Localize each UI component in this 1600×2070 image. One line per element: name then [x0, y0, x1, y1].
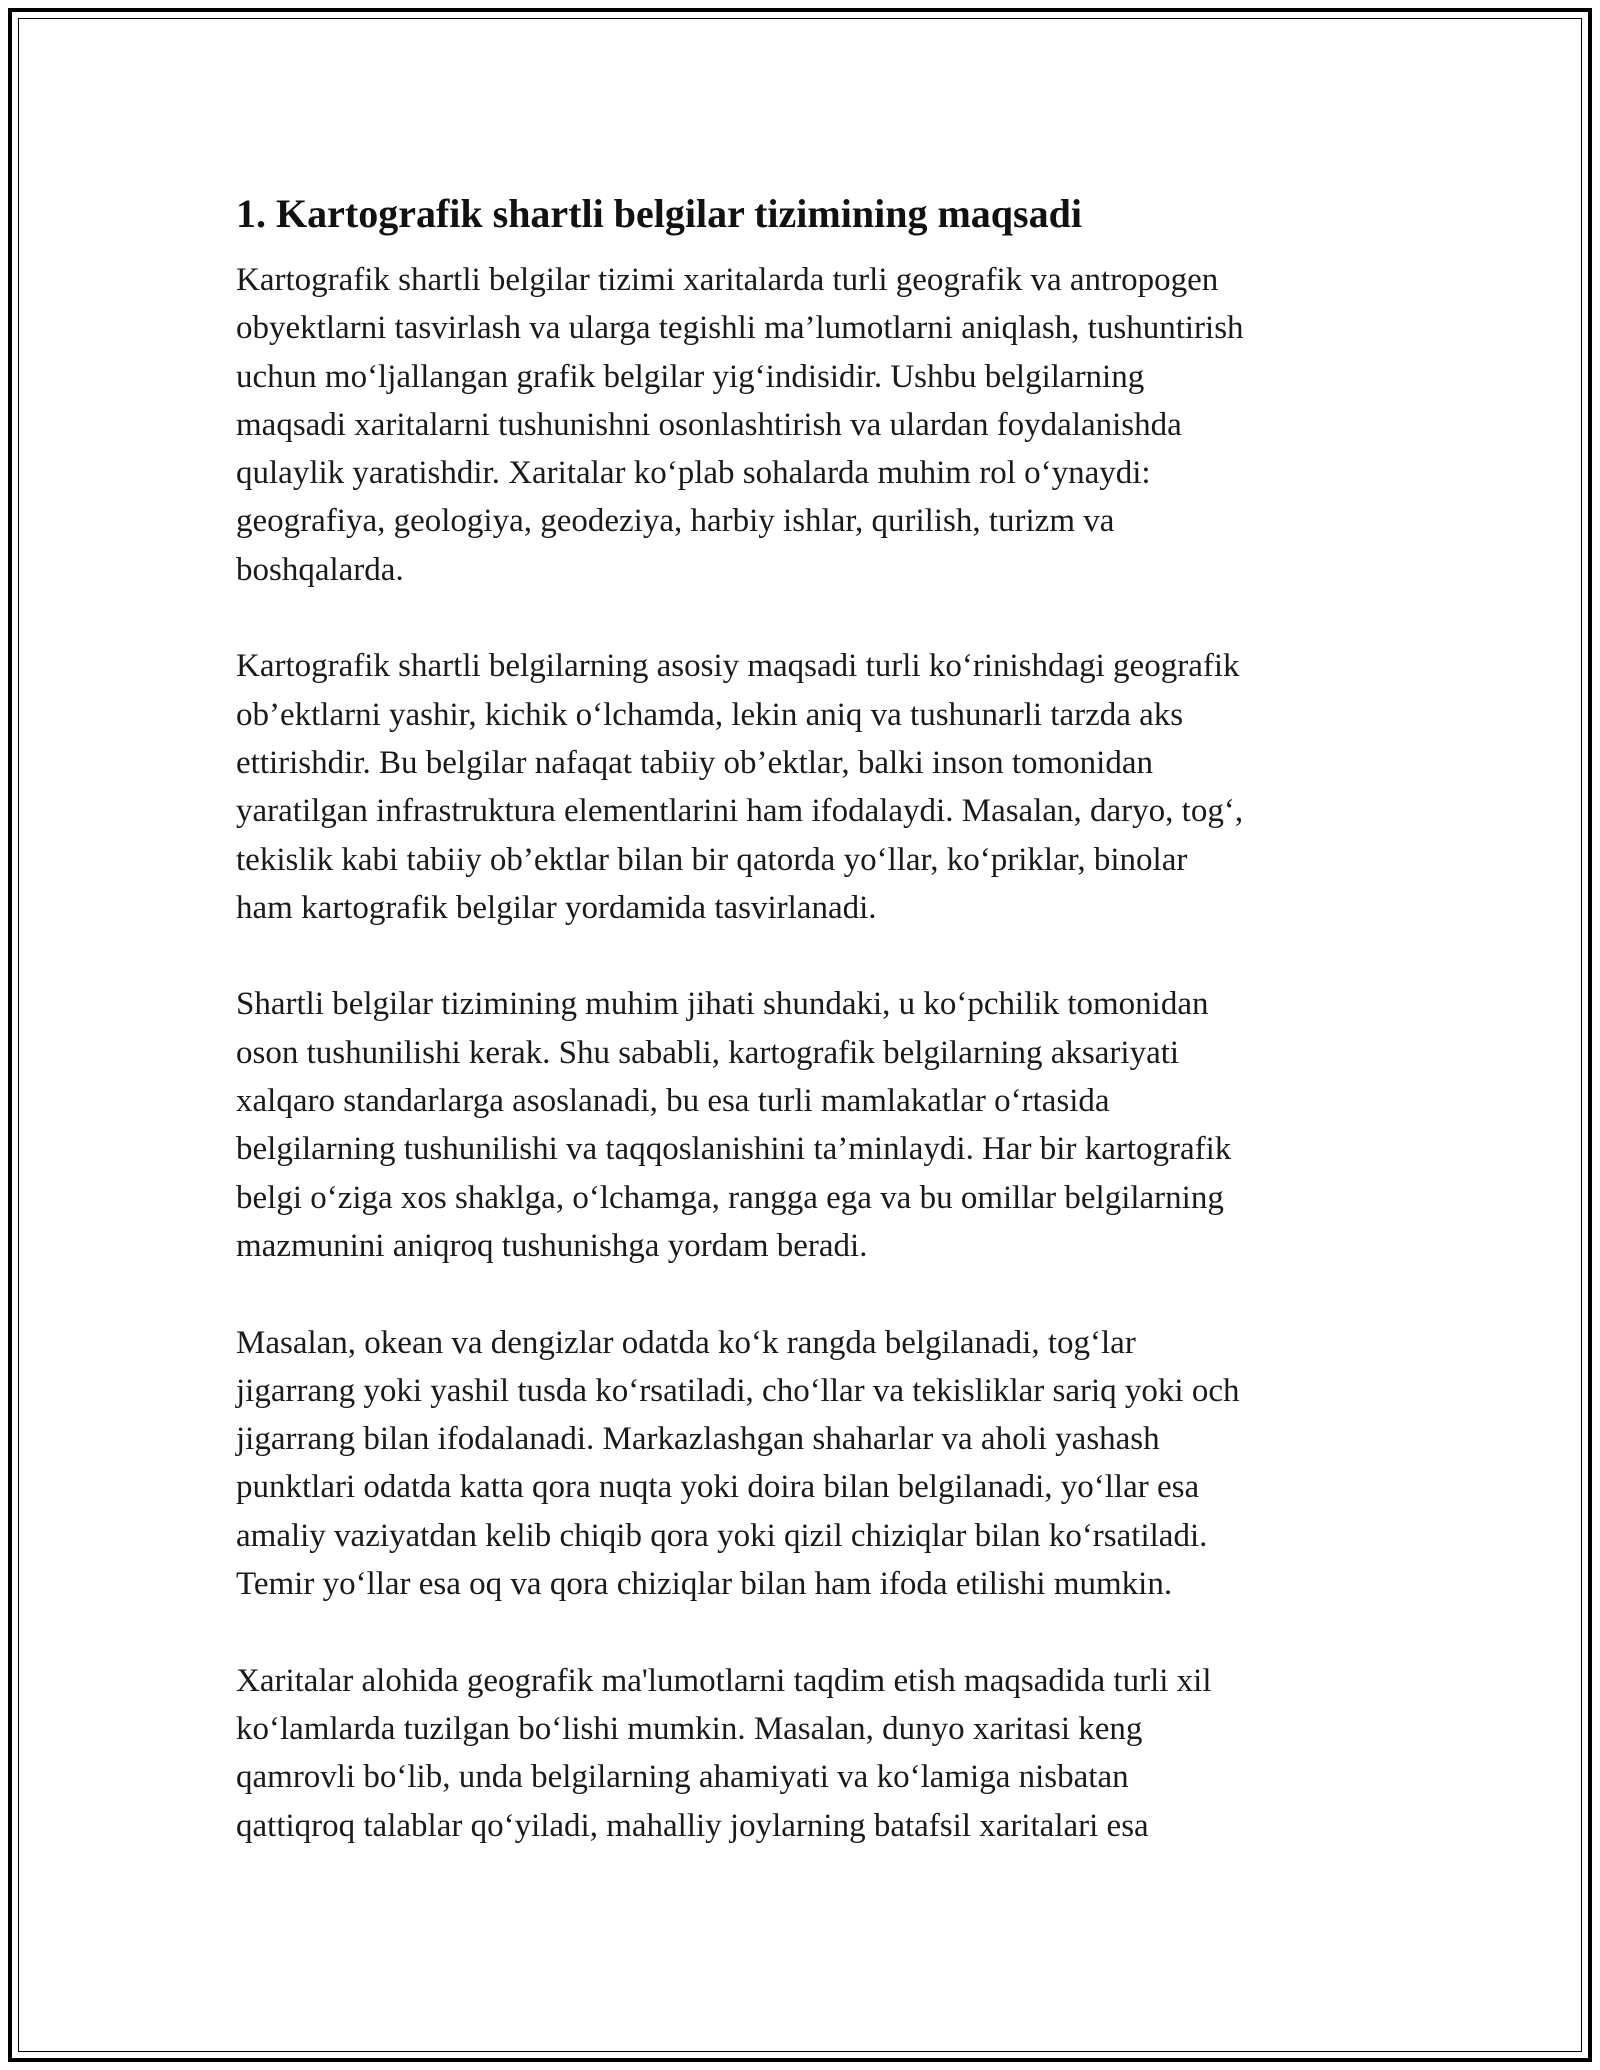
paragraph-1: Kartografik shartli belgilar tizimi xaritalarda turli geografik va antropogen obyektlarni tasvirlash va ularga tegishli ma’lumotlarni aniqlash, tushuntirish uchun mo‘ljallangan grafik belgilar yig‘indisidir. Ushbu belgilarning maqsadi xaritalarni tushunishni osonlashtirish va ulardan foydalanishda qulaylik yaratishdir. Xaritalar ko‘plab sohalarda muhim rol o‘ynaydi: geografiya, geologiya, geodeziya, harbiy ishlar, qurilish, turizm va boshqalarda.: [236, 262, 1244, 588]
paragraph-5: Xaritalar alohida geografik ma'lumotlarni taqdim etish maqsadida turli xil ko‘lamlarda tuzilgan bo‘lishi mumkin. Masalan, dunyo xaritasi keng qamrovli bo‘lib, unda belgilarning ahamiyati va ko‘lamiga nisbatan qattiqroq talablar qo‘yiladi, mahalliy joylarning batafsil xaritalari esa: [236, 1662, 1212, 1844]
paragraph-2: Kartografik shartli belgilarning asosiy maqsadi turli ko‘rinishdagi geografik ob’ektlarni yashir, kichik o‘lchamda, lekin aniq va tushunarli tarzda aks ettirishdir. Bu belgilar nafaqat tabiiy ob’ektlar, balki inson tomonidan yaratilgan infrastruktura elementlarini ham ifodalaydi. Masalan, daryo, tog‘, tekislik kabi tabiiy ob’ektlar bilan bir qatorda yo‘llar, ko‘priklar, binolar ham kartografik belgilar yordamida tasvirlanadi.: [236, 648, 1244, 926]
paragraph-3: Shartli belgilar tizimining muhim jihati shundaki, u ko‘pchilik tomonidan oson tushunilishi kerak. Shu sababli, kartografik belgilarning aksariyati xalqaro standarlarga asoslanadi, bu esa turli mamlakatlar o‘rtasida belgilarning tushunilishi va taqqoslanishini ta’minlaydi. Har bir kartografik belgi o‘ziga xos shaklga, o‘lchamga, rangga ega va bu omillar belgilarning mazmunini aniqroq tushunishga yordam beradi.: [236, 986, 1232, 1264]
paragraph-4: Masalan, okean va dengizlar odatda ko‘k rangda belgilanadi, tog‘lar jigarrang yoki yashil tusda ko‘rsatiladi, cho‘llar va tekisliklar sariq yoki och jigarrang bilan ifodalanadi. Markazlashgan shaharlar va aholi yashash punktlari odatda katta qora nuqta yoki doira bilan belgilanadi, yo‘llar esa amaliy vaziyatdan kelib chiqib qora yoki qizil chiziqlar bilan ko‘rsatiladi. Temir yo‘llar esa oq va qora chiziqlar bilan ham ifoda etilishi mumkin.: [236, 1324, 1240, 1603]
section-heading: 1. Kartografik shartli belgilar tizimining maqsadi: [236, 191, 1082, 236]
document-content: [236, 186, 1406, 1850]
